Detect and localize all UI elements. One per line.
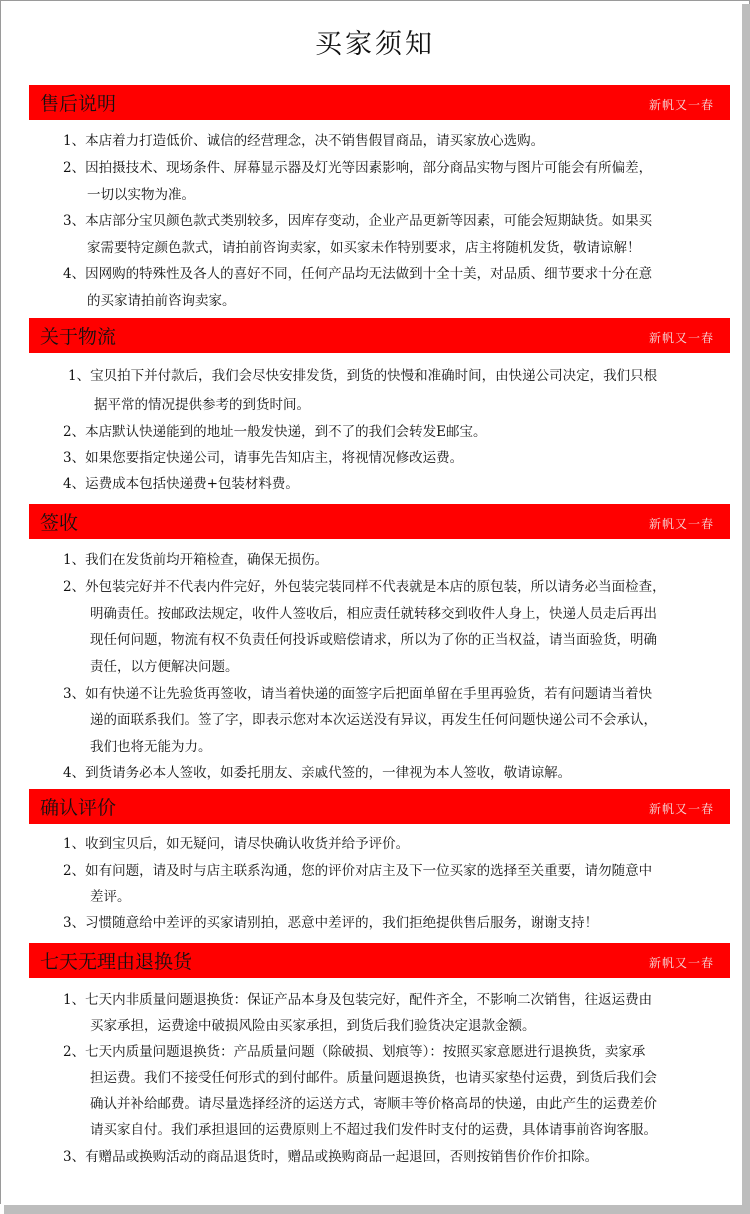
list-item: 担运费。我们不接受任何形式的到付邮件。质量问题退换货，也请买家垫付运费，到货后我们会 [90,1070,657,1086]
list-item: 3、如果您要指定快递公司，请事先告知店主，将视情况修改运费。 [63,450,464,466]
list-item: 我们也将无能为力。 [90,739,212,755]
section-header-review [29,789,730,824]
page-title: 买家须知 [315,29,435,60]
list-item: 现任何问题，物流有权不负责任何投诉或赔偿请求，所以为了你的正当权益，请当面验货，明确 [90,632,657,648]
section-tag: 新帆又一春 [648,331,714,345]
section-tag: 新帆又一春 [648,802,714,816]
page-shadow-bottom [4,1205,750,1214]
list-item: 一切以实物为准。 [87,187,195,203]
list-item: 1、我们在发货前均开箱检查，确保无损伤。 [63,552,329,568]
section-tag: 新帆又一春 [648,98,714,112]
list-item: 责任，以方便解决问题。 [90,659,239,675]
list-item: 2、外包装完好并不代表内件完好，外包装完装同样不代表就是本店的原包装，所以请务必当面检查， [63,579,666,595]
section-header-logistics [29,318,730,353]
section-tag: 新帆又一春 [648,517,714,531]
section-tag: 新帆又一春 [648,956,714,970]
list-item: 4、运费成本包括快递费+包装材料费。 [63,476,299,492]
list-item: 1、本店着力打造低价、诚信的经营理念，决不销售假冒商品，请买家放心选购。 [63,133,545,149]
list-item: 请买家自付。我们承担退回的运费原则上不超过我们发件时支付的运费，具体请事前咨询客服。 [90,1122,657,1138]
list-item: 买家承担，运费途中破损风险由买家承担，到货后我们验货决定退款金额。 [90,1018,536,1034]
list-item: 3、有赠品或换购活动的商品退货时，赠品或换购商品一起退回，否则按销售价作价扣除。 [63,1149,599,1165]
list-item: 差评。 [90,889,131,905]
list-item: 递的面联系我们。签了字，即表示您对本次运送没有异议，再发生任何问题快递公司不会承认， [90,712,657,728]
list-item: 3、本店部分宝贝颜色款式类别较多，因库存变动，企业产品更新等因素，可能会短期缺货。如果买 [63,213,653,229]
section-header-receipt [29,504,730,539]
section-heading: 确认评价 [40,797,117,819]
list-item: 1、收到宝贝后，如无疑问，请尽快确认收货并给予评价。 [63,836,410,852]
list-item: 2、本店默认快递能到的地址一般发快递，到不了的我们会转发E邮宝。 [63,424,487,440]
section-heading: 七天无理由退换货 [40,951,193,973]
list-item: 2、七天内质量问题退换货：产品质量问题（除破损、划痕等）：按照买家意愿进行退换货，卖家承 [63,1044,646,1060]
list-item: 4、因网购的特殊性及各人的喜好不同，任何产品均无法做到十全十美，对品质、细节要求十分在意 [63,266,653,282]
list-item: 据平常的情况提供参考的到货时间。 [94,397,310,413]
list-item: 确认并补给邮费。请尽量选择经济的运送方式，寄顺丰等价格高昂的快递，由此产生的运费差价 [90,1096,657,1112]
list-item: 1、七天内非质量问题退换货：保证产品本身及包装完好，配件齐全，不影响二次销售，往返运费由 [63,992,653,1008]
list-item: 3、习惯随意给中差评的买家请别拍，恶意中差评的，我们拒绝提供售后服务，谢谢支持！ [63,915,599,931]
section-heading: 签收 [40,512,79,534]
section-heading: 售后说明 [40,93,117,115]
list-item: 2、如有问题，请及时与店主联系沟通，您的评价对店主及下一位买家的选择至关重要，请勿随意中 [63,863,653,879]
section-header-returns [29,943,730,978]
list-item: 4、到货请务必本人签收，如委托朋友、亲戚代签的，一律视为本人签收，敬请谅解。 [63,765,572,781]
list-item: 家需要特定颜色款式，请拍前咨询卖家，如买家未作特别要求，店主将随机发货，敬请谅解！ [87,240,641,256]
section-header-after-sales [29,85,730,120]
list-item: 的买家请拍前咨询卖家。 [87,293,236,309]
list-item: 2、因拍摄技术、现场条件、屏幕显示器及灯光等因素影响，部分商品实物与图片可能会有所偏差， [63,160,653,176]
list-item: 明确责任。按邮政法规定，收件人签收后，相应责任就转移交到收件人身上，快递人员走后再出 [90,606,657,622]
list-item: 1、宝贝拍下并付款后，我们会尽快安排发货，到货的快慢和准确时间，由快递公司决定，我们只根 [68,368,658,384]
section-heading: 关于物流 [40,326,117,348]
page-shadow-right [742,4,750,1214]
list-item: 3、如有快递不让先验货再签收，请当着快递的面签字后把面单留在手里再验货，若有问题请当着快 [63,686,653,702]
